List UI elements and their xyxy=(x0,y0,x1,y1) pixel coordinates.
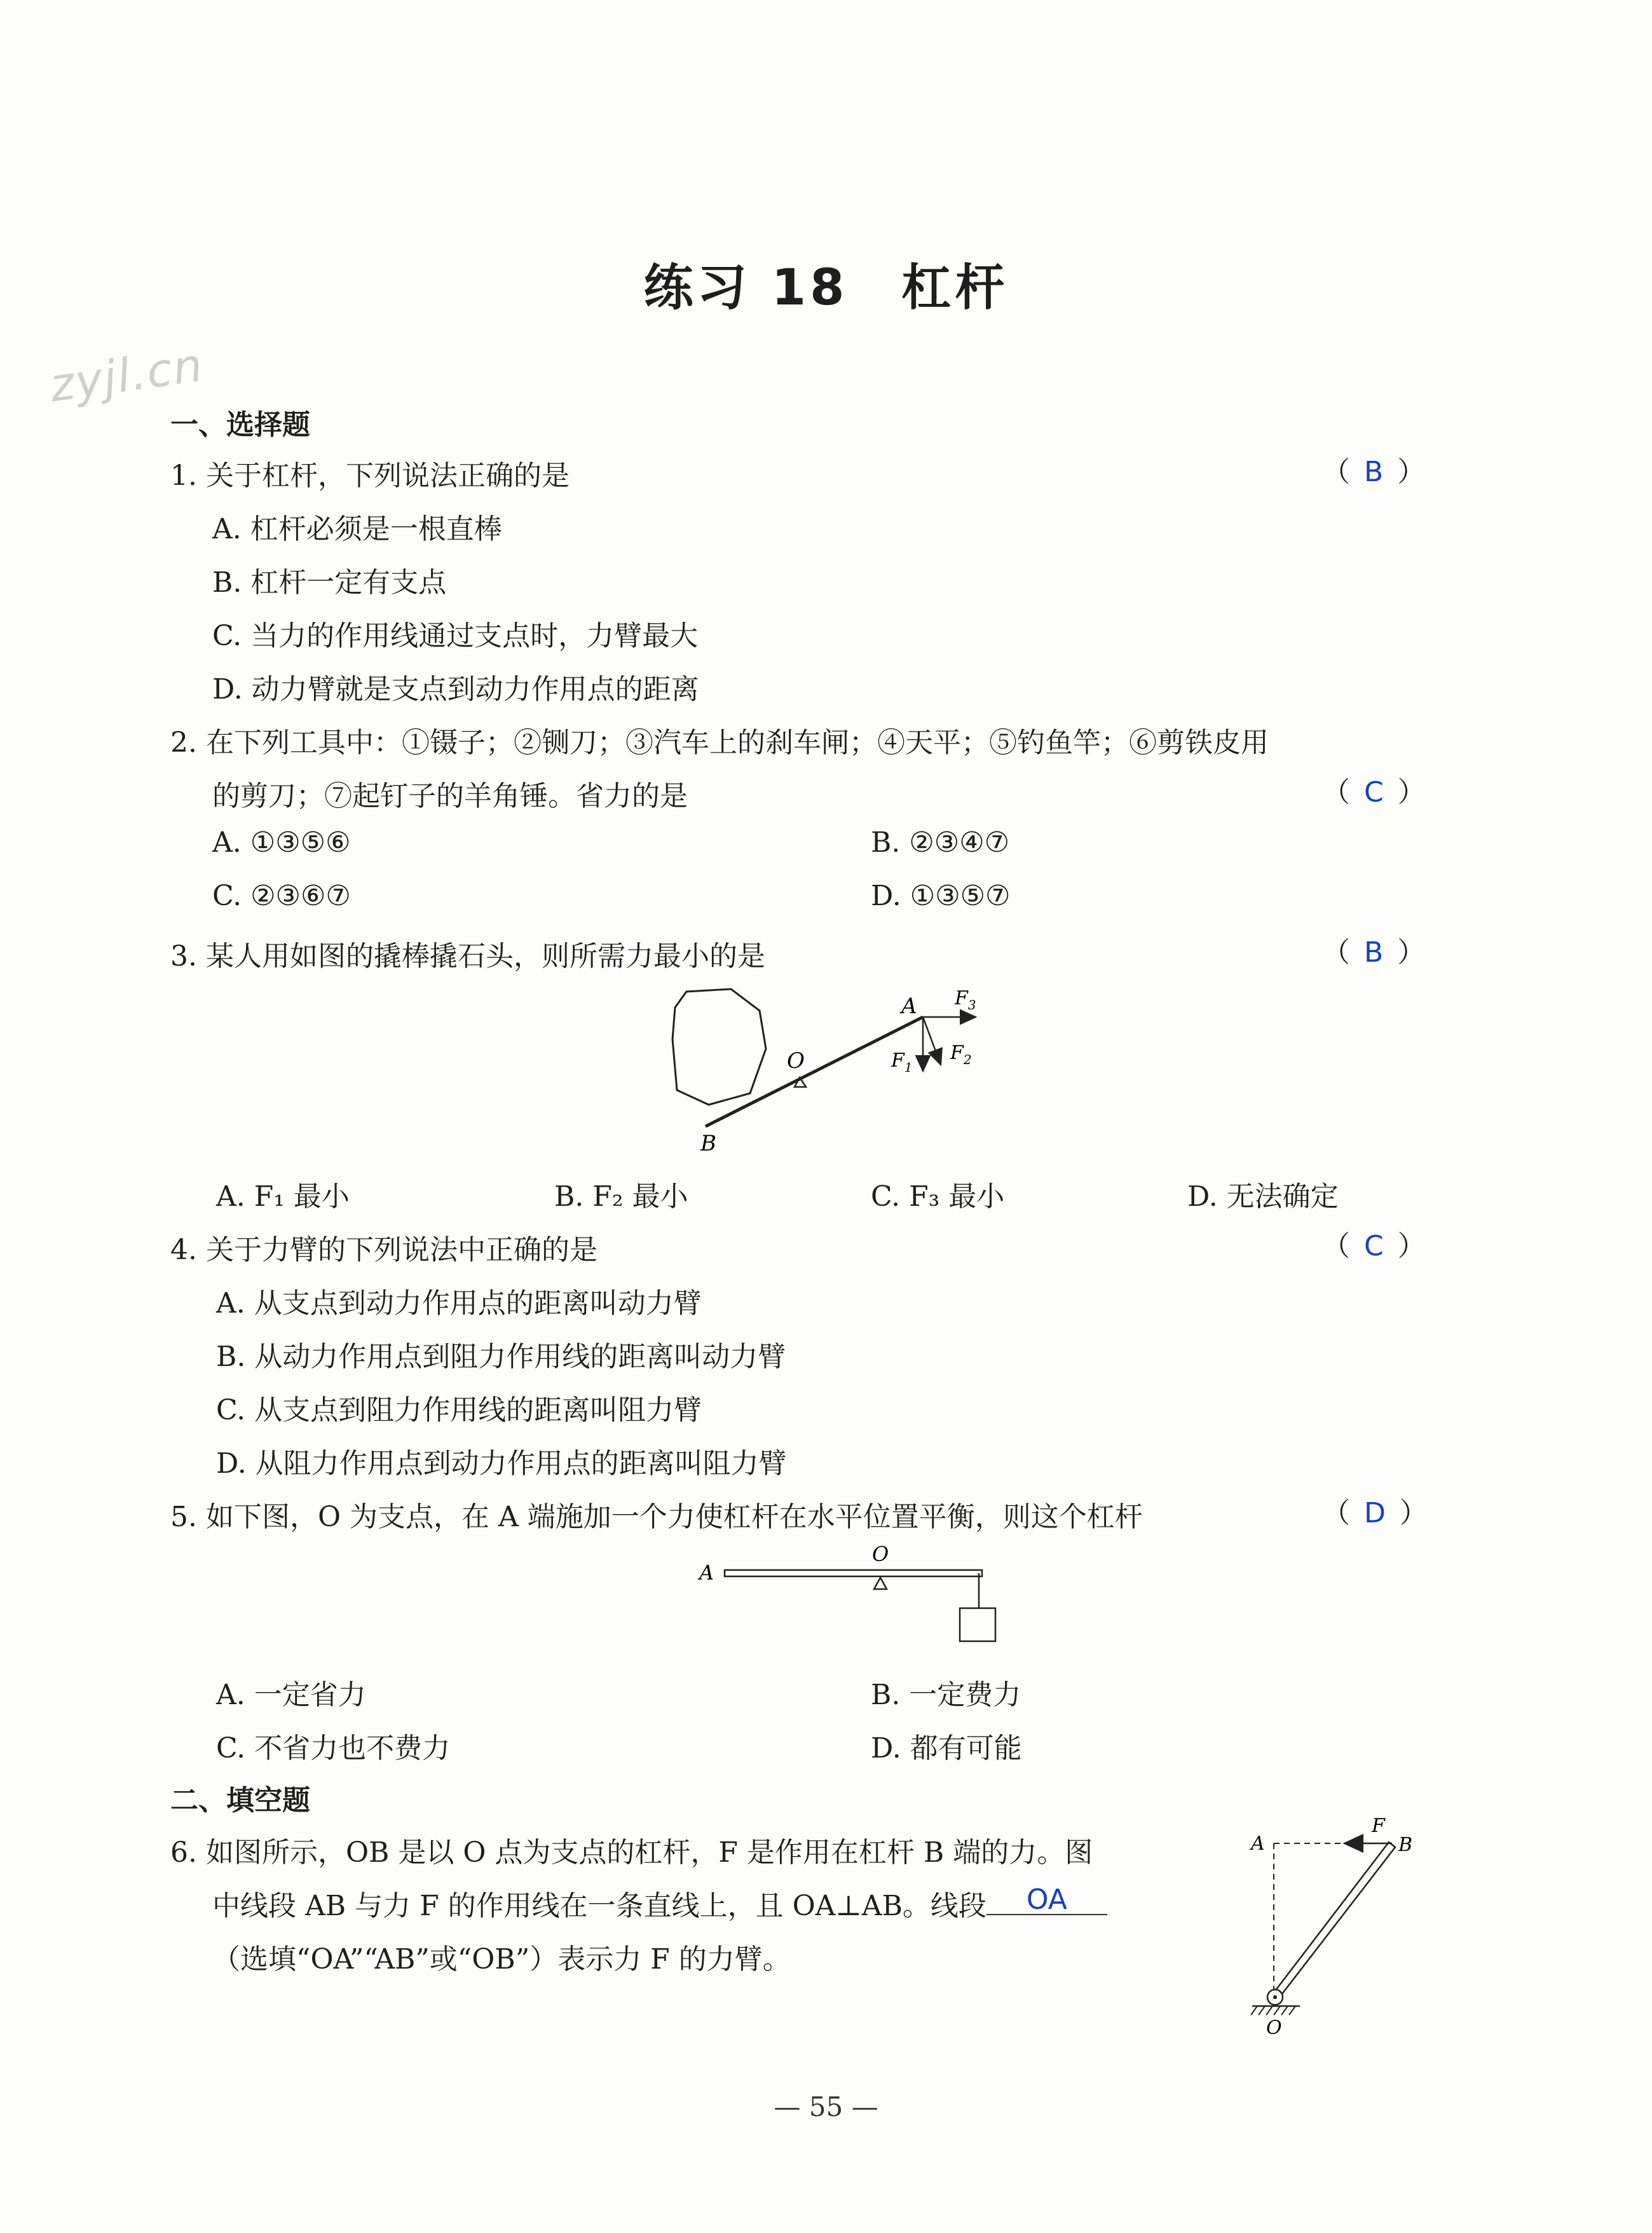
section-fill-blank: 二、填空题 xyxy=(170,1784,310,1817)
lever-bar xyxy=(725,1570,982,1576)
q6-lever-figure xyxy=(1239,1805,1449,2040)
fulcrum-triangle xyxy=(795,1077,806,1087)
ground-hatching xyxy=(1251,2006,1295,2015)
hanging-weight xyxy=(960,1608,995,1641)
q4-stem: 4. 关于力臂的下列说法中正确的是 xyxy=(170,1234,597,1266)
q5-lever-figure xyxy=(686,1538,1004,1653)
q2-option-a: A. ①③⑤⑥ xyxy=(212,826,351,859)
label-b: B xyxy=(700,1131,716,1156)
q2-stem-line1: 2. 在下列工具中：①镊子；②铡刀；③汽车上的刹车闸；④天平；⑤钓鱼竿；⑥剪铁皮用 xyxy=(170,727,1269,759)
q6-fill-blank[interactable]: OA xyxy=(986,1886,1107,1915)
q4-option-c: C. 从支点到阻力作用线的距离叫阻力臂 xyxy=(216,1394,702,1426)
q5-option-c: C. 不省力也不费力 xyxy=(216,1732,451,1765)
fulcrum-triangle xyxy=(874,1578,887,1589)
force-f2-arrow xyxy=(923,1017,941,1065)
q5-answer: （ D ） xyxy=(1322,1497,1428,1529)
q4-option-b: B. 从动力作用点到阻力作用线的距离叫动力臂 xyxy=(216,1341,786,1373)
label-o: O xyxy=(787,1048,805,1074)
q4-option-d: D. 从阻力作用点到动力作用点的距离叫阻力臂 xyxy=(216,1447,787,1480)
page-number: — 55 — xyxy=(774,2091,878,2122)
q3-option-c: C. F₃ 最小 xyxy=(871,1180,1005,1213)
label-o: O xyxy=(1266,2017,1282,2039)
q6-line3: （选填“OA”“AB”或“OB”）表示力 F 的力臂。 xyxy=(212,1943,791,1976)
label-f2: $F_2$ xyxy=(950,1042,972,1067)
rock-shape xyxy=(672,989,766,1105)
q6-line1: 6. 如图所示，OB 是以 O 点为支点的杠杆，F 是作用在杠杆 B 端的力。图 xyxy=(170,1836,1093,1869)
q6-line2: 中线段 AB 与力 F 的作用线在一条直线上，且 OA⊥AB。线段 OA xyxy=(212,1883,1107,1923)
label-a: A xyxy=(901,994,917,1019)
label-f3: $F_3$ xyxy=(955,987,976,1013)
q5-option-b: B. 一定费力 xyxy=(871,1679,1021,1711)
section-choice: 一、选择题 xyxy=(170,409,310,441)
q5-stem: 5. 如下图，O 为支点，在 A 端施加一个力使杠杆在水平位置平衡，则这个杠杆 xyxy=(170,1501,1143,1533)
q1-stem: 1. 关于杠杆，下列说法正确的是 xyxy=(170,460,570,492)
q2-stem-line2: 的剪刀；⑦起钉子的羊角锤。省力的是 xyxy=(212,780,688,812)
q2-answer: （ C ） xyxy=(1322,776,1426,809)
q3-answer: （ B ） xyxy=(1322,936,1426,969)
q3-option-a: A. F₁ 最小 xyxy=(216,1180,350,1213)
q1-option-b: B. 杠杆一定有支点 xyxy=(212,566,447,599)
q3-option-b: B. F₂ 最小 xyxy=(554,1180,688,1213)
q2-option-b: B. ②③④⑦ xyxy=(871,826,1010,859)
label-f: F xyxy=(1372,1815,1385,1837)
q3-crowbar-figure xyxy=(661,979,1017,1163)
page-title: 练习 18 杠杆 xyxy=(643,259,1009,317)
q2-option-c: C. ②③⑥⑦ xyxy=(212,880,351,912)
q1-option-d: D. 动力臂就是支点到动力作用点的距离 xyxy=(212,673,699,706)
pivot-dot xyxy=(1273,1995,1277,1999)
lever-ob xyxy=(1271,1842,1395,2000)
label-o: O xyxy=(872,1542,889,1566)
label-b: B xyxy=(1398,1834,1413,1856)
crowbar xyxy=(706,1017,923,1126)
q2-option-d: D. ①③⑤⑦ xyxy=(871,880,1011,912)
q3-option-d: D. 无法确定 xyxy=(1187,1180,1339,1213)
watermark: zyjl.cn xyxy=(46,338,207,413)
q5-option-a: A. 一定省力 xyxy=(216,1679,366,1711)
q1-option-c: C. 当力的作用线通过支点时，力臂最大 xyxy=(212,620,699,652)
q4-option-a: A. 从支点到动力作用点的距离叫动力臂 xyxy=(216,1287,702,1320)
q4-answer: （ C ） xyxy=(1322,1230,1426,1262)
label-a: A xyxy=(1251,1833,1265,1855)
q1-answer: （ B ） xyxy=(1322,456,1426,488)
q1-option-a: A. 杠杆必须是一根直棒 xyxy=(212,513,502,545)
label-a: A xyxy=(699,1560,714,1585)
q5-option-d: D. 都有可能 xyxy=(871,1732,1022,1765)
label-f1: $F_1$ xyxy=(891,1049,913,1075)
q3-stem: 3. 某人用如图的撬棒撬石头，则所需力最小的是 xyxy=(170,940,765,973)
